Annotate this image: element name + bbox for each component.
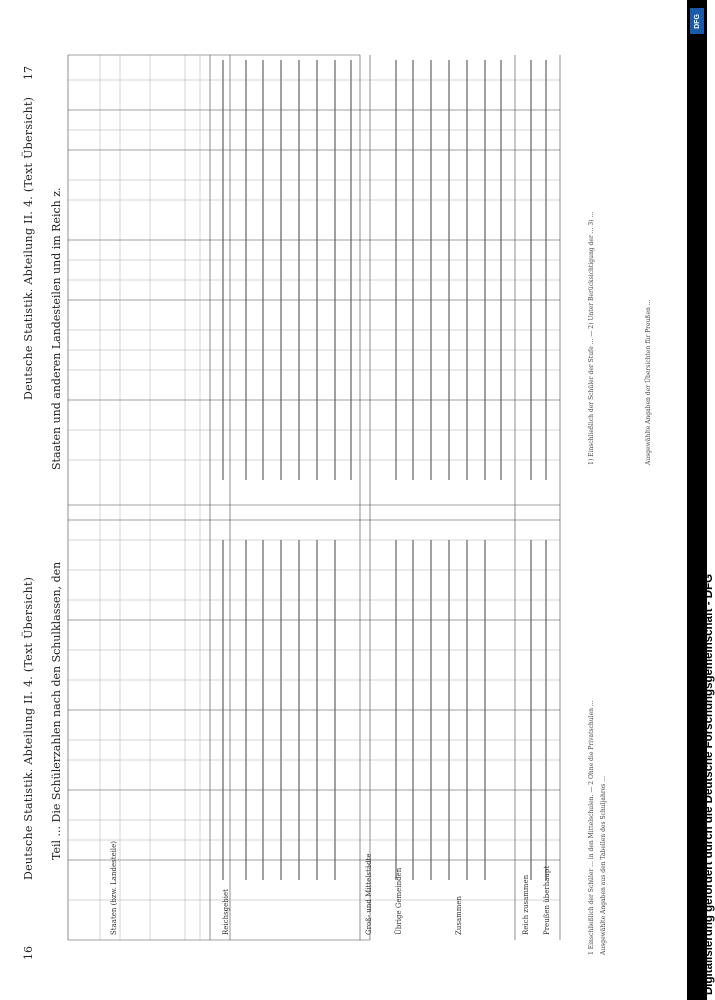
dfg-logo-text: DFG — [693, 13, 701, 29]
row-label-uebrige: Übrige Gemeinden — [395, 867, 403, 935]
dfg-funding-notice: Digitalisierung gefördert durch die Deutsche Forschungsgemeinschaft - DFG — [703, 573, 715, 995]
left-running-header: Deutsche Statistik. Abteilung II. 4. (Text Übersicht) — [22, 576, 35, 880]
footnote-left-2: Ausgewählte Angaben aus den Tabellen des Schuljahres ... — [600, 776, 607, 955]
footnote-right-1: 1) Einschließlich der Schüler der Stufe ... — 2) Unter Berücksichtigung der ... 3) ... — [588, 211, 595, 465]
right-running-header: Deutsche Statistik. Abteilung II. 4. (Text Übersicht) — [22, 96, 35, 400]
dfg-logo — [690, 8, 704, 34]
row-label-zusammen: Zusammen — [455, 895, 463, 935]
row-label-preussen: Preußen überhaupt — [543, 865, 551, 935]
left-page-number: 16 — [22, 946, 35, 960]
row-label-reich: Reichsgebiet — [222, 889, 230, 935]
row-label-reich-zusammen: Reich zusammen — [522, 874, 530, 935]
right-page-number: 17 — [22, 66, 35, 80]
row-label-stub-header: Staaten (bzw. Landesteile) — [110, 840, 118, 935]
footnote-left-1: 1 Einschließlich der Schüler ... in den Mittelschulen. — 2 Ohne die Privatschulen ... — [588, 700, 595, 955]
footnote-right-2: Ausgewählte Angaben der Übersichten für Preußen ... — [645, 299, 652, 465]
row-label-grossstaedte: Groß- und Mittelstädte — [365, 853, 373, 935]
right-table-title: Staaten und anderen Landesteilen und im Reich z. — [50, 187, 63, 470]
left-table-title: Teil ... Die Schülerzahlen nach den Schulklassen, den — [50, 561, 63, 860]
